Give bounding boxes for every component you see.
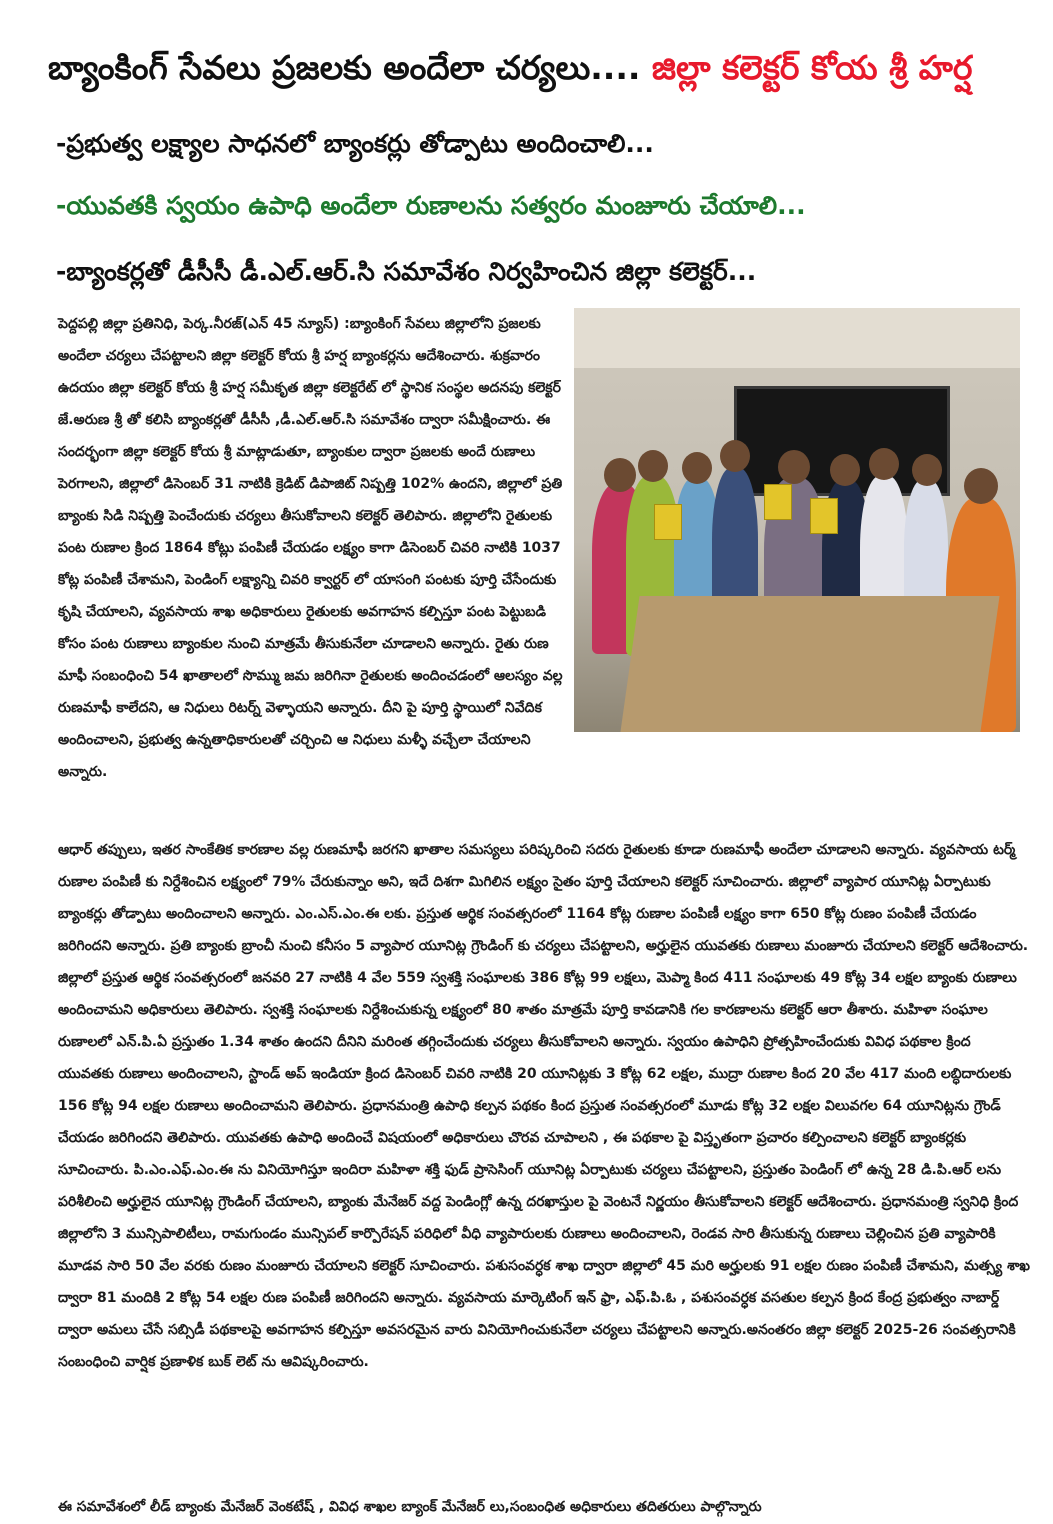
photo-booklet	[810, 498, 838, 534]
headline-collector-name: జిల్లా కలెక్టర్ కోయ శ్రీ హర్ష	[651, 48, 973, 87]
photo-person-head	[720, 440, 750, 472]
photo-person-head	[682, 452, 712, 484]
photo-person-head	[604, 458, 636, 492]
photo-booklet	[654, 504, 682, 540]
photo-person-head	[964, 468, 998, 504]
article-paragraph-1-text: పెద్దపల్లి జిల్లా ప్రతినిధి, పెర్క.నీరజ్(ఎన్ 45 న్యూస్) :బ్యాంకింగ్ సేవలు జిల్లాలోని ప్రజలకు అందేలా చర్యలు చేపట్టాలని జిల్లా కలెక్టర్ కోయ శ్రీ హర్ష బ్యాంకర్లను ఆదేశించారు. శుక్రవారం ఉదయం జిల్లా కలెక్టర్ కోయ శ్రీ హర్ష సమీకృత జిల్లా కలెక్టరేట్ లో స్థానిక సంస్థల అదనపు కలెక్టర్ జే.అరుణ శ్రీ తో కలిసి బ్యాంకర్లతో డీసీసీ ,డీ.ఎల్.ఆర్.సి సమావేశం ద్వారా సమీక్షించారు. ఈ సందర్భంగా జిల్లా కలెక్టర్ కోయ శ్రీ మాట్లాడుతూ, బ్యాంకుల ద్వారా ప్రజలకు అందే రుణాలు పెరగాలని, జిల్లాలో డిసెంబర్ 31 నాటికి క్రెడిట్ డిపాజిట్ నిష్పత్తి 102% ఉందని, జిల్లాలో ప్రతి బ్యాంకు సిడి నిష్పత్తి పెంచేందుకు చర్యలు తీసుకోవాలని కలెక్టర్ తెలిపారు. జిల్లాలోని రైతులకు పంట రుణాల క్రింద 1864 కోట్లు పంపిణీ చేయడం లక్ష్యం కాగా డిసెంబర్ చివరి నాటికి 1037 కోట్ల పంపిణీ చేశామని, పెండింగ్ లక్ష్యాన్ని చివరి క్వార్టర్ లో యాసంగి పంటకు పూర్తి చేసేందుకు కృషి చేయాలని, వ్యవసాయ శాఖ అధికారులు రైతులకు అవగాహన కల్పిస్తూ పంట పెట్టుబడి కోసం పంట రుణాలు బ్యాంకుల నుంచి మాత్రమే తీసుకునేలా చూడాలని అన్నారు. రైతు రుణ మాఫీ సంబంధించి 54 ఖాతాలలో సొమ్ము జమ జరిగినా రైతులకు అందించడంలో ఆలస్యం వల్ల రుణమాఫీ కాలేదని, ఆ నిధులు రిటర్న్ వెళ్ళాయని అన్నారు. దీని పై పూర్తి స్థాయిలో నివేదిక అందించాలని, ప్రభుత్వ ఉన్నతాధికారులతో చర్చించి ఆ నిధులు మళ్ళీ వచ్చేలా చేయాలని అన్నారు.	[58, 316, 563, 780]
subheading-3: -బ్యాంకర్లతో డీసీసీ డీ.ఎల్.ఆర్.సి సమావేశం నిర్వహించిన జిల్లా కలెక్టర్...	[56, 257, 757, 286]
article-closing-line: ఈ సమావేశంలో లీడ్ బ్యాంకు మేనేజర్ వెంకటేష్ , వివిధ శాఖల బ్యాంక్ మేనేజర్ లు,సంబంధిత అధికారులు తదితరులు పాల్గొన్నారు	[58, 1499, 762, 1515]
headline-main: బ్యాంకింగ్ సేవలు ప్రజలకు అందేలా చర్యలు....	[48, 48, 641, 87]
photo-wall	[574, 308, 1020, 368]
article-paragraph-2: ఆధార్ తప్పులు, ఇతర సాంకేతిక కారణాల వల్ల రుణమాఫీ జరగని ఖాతాల సమస్యలు పరిష్కరించి సదరు రైతులకు కూడా రుణమాఫీ అందేలా చూడాలని అన్నారు. వ్యవసాయ టర్మ్ రుణాల పంపిణీ కు నిర్దేశించిన లక్ష్యంలో 79% చేరుకున్నాం అని, ఇదే దిశగా మిగిలిన లక్ష్యం సైతం పూర్తి చేయాలని కలెక్టర్ సూచించారు. జిల్లాలో వ్యాపార యూనిట్ల ఏర్పాటుకు బ్యాంకర్లు తోడ్పాటు అందించాలని అన్నారు. ఎం.ఎస్.ఎం.ఈ లకు. ప్రస్తుత ఆర్థిక సంవత్సరంలో 1164 కోట్ల రుణాల పంపిణీ లక్ష్యం కాగా 650 కోట్ల రుణం పంపిణీ చేయడం జరిగిందని అన్నారు. ప్రతి బ్యాంకు బ్రాంచీ నుంచి కనీసం 5 వ్యాపార యూనిట్ల గ్రౌండింగ్ కు చర్యలు చేపట్టాలని, అర్హులైన యువతకు రుణాలు మంజూరు చేయాలని కలెక్టర్ ఆదేశించారు. జిల్లాలో ప్రస్తుత ఆర్థిక సంవత్సరంలో జనవరి 27 నాటికి 4 వేల 559 స్వశక్తి సంఘాలకు 386 కోట్ల 99 లక్షలు, మెప్మా కింద 411 సంఘాలకు 49 కోట్ల 34 లక్షల బ్యాంకు రుణాలు అందించామని అధికారులు తెలిపారు. స్వశక్తి సంఘాలకు నిర్దేశించుకున్న లక్ష్యంలో 80 శాతం మాత్రమే పూర్తి కావడానికి గల కారణాలను కలెక్టర్ ఆరా తీశారు. మహిళా సంఘాల రుణాలలో ఎన్.పి.ఏ ప్రస్తుతం 1.34 శాతం ఉందని దీనిని మరింత తగ్గించేందుకు చర్యలు తీసుకోవాలని అన్నారు. స్వయం ఉపాధిని ప్రోత్సహించేందుకు వివిధ పథకాల క్రింద యువతకు రుణాలు అందించాలని, స్టాండ్ అప్ ఇండియా క్రింద డిసెంబర్ చివరి నాటికి 20 యూనిట్లకు 3 కోట్ల 62 లక్షల, ముద్రా రుణాల కింద 20 వేల 417 మంది లబ్ధిదారులకు 156 కోట్ల 94 లక్షల రుణాలు అందించామని తెలిపారు. ప్రధానమంత్రి ఉపాధి కల్పన పథకం కింద ప్రస్తుత సంవత్సరంలో మూడు కోట్ల 32 లక్షల విలువగల 64 యూనిట్లను గ్రౌండ్ చేయడం జరిగిందని తెలిపారు. యువతకు ఉపాధి అందించే విషయంలో అధికారులు చొరవ చూపాలని , ఈ పథకాల పై విస్తృతంగా ప్రచారం కల్పించాలని కలెక్టర్ బ్యాంకర్లకు సూచించారు. పి.ఎం.ఎఫ్.ఎం.ఈ ను వినియోగిస్తూ ఇందిరా మహిళా శక్తి ఫుడ్ ప్రాసెసింగ్ యూనిట్ల ఏర్పాటుకు చర్యలు చేపట్టాలని, ప్రస్తుతం పెండింగ్ లో ఉన్న 28 డి.పి.ఆర్ లను పరిశీలించి అర్హులైన యూనిట్ల గ్రౌండింగ్ చేయాలని, బ్యాంకు మేనేజర్ వద్ద పెండింగ్లో ఉన్న దరఖాస్తుల పై వెంటనే నిర్ణయం తీసుకోవాలని కలెక్టర్ ఆదేశించారు. ప్రధానమంత్రి స్వనిధి క్రింద జిల్లాలోని 3 మున్సిపాలిటీలు, రామగుండం మున్సిపల్ కార్పొరేషన్ పరిధిలో వీధి వ్యాపారులకు రుణాలు అందించాలని, రెండవ సారి తీసుకున్న రుణాలు చెల్లించిన ప్రతి వ్యాపారికి మూడవ సారి 50 వేల వరకు రుణం మంజూరు చేయాలని కలెక్టర్ సూచించారు. పశుసంవర్ధక శాఖ ద్వారా జిల్లాలో 45 మరి అర్హులకు 91 లక్షల రుణం పంపిణీ చేశామని, మత్స్య శాఖ ద్వారా 81 మందికి 2 కోట్ల 54 లక్షల రుణ పంపిణీ జరిగిందని అన్నారు. వ్యవసాయ మార్కెటింగ్ ఇన్ ఫ్రా, ఎఫ్.పి.ఓ , పశుసంవర్ధక వసతుల కల్పన క్రింద కేంద్ర ప్రభుత్వం నాబార్డ్ ద్వారా అమలు చేసే సబ్సిడీ పథకాలపై అవగాహన కల్పిస్తూ అవసరమైన వారు వినియోగించుకునేలా చర్యలు చేపట్టాలని అన్నారు.అనంతరం జిల్లా కలెక్టర్ 2025-26 సంవత్సరానికి సంబంధించి వార్షిక ప్రణాళిక బుక్ లెట్ ను ఆవిష్కరించారు.	[58, 842, 1030, 1370]
subheading-2: -యువతకి స్వయం ఉపాధి అందేలా రుణాలను సత్వరం మంజూరు చేయాలి...	[56, 191, 806, 220]
meeting-photo	[574, 308, 1020, 732]
photo-person-head	[778, 450, 810, 484]
photo-person-head	[638, 450, 668, 482]
headline	[48, 26, 1038, 110]
photo-person-head	[830, 454, 860, 486]
photo-person-head	[912, 454, 942, 486]
subheading-1: -ప్రభుత్వ లక్ష్యాల సాధనలో బ్యాంకర్లు తోడ్పాటు అందించాలి...	[56, 129, 654, 158]
photo-person-head	[869, 448, 899, 480]
photo-conference-table	[620, 596, 999, 732]
photo-booklet	[764, 484, 792, 520]
